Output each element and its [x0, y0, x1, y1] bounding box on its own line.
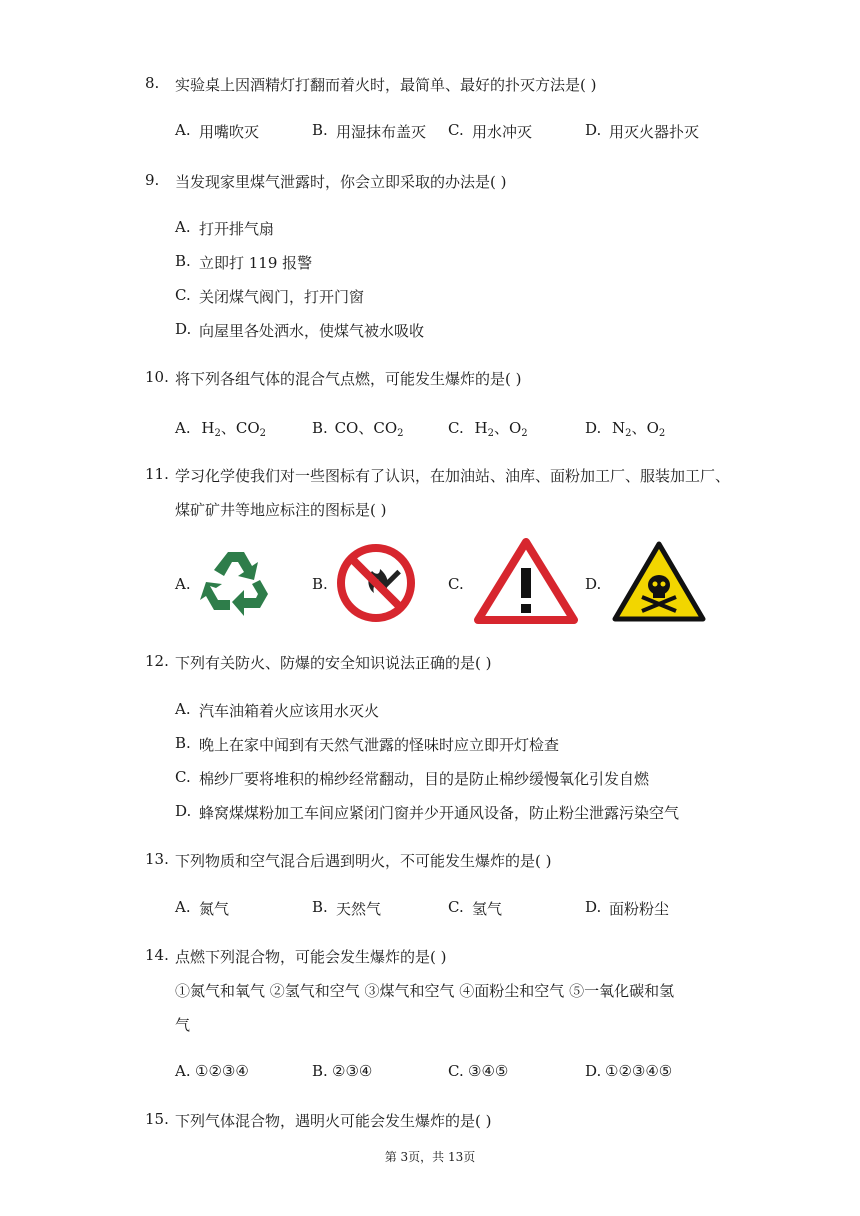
option-a-text: 汽车油箱着火应该用水灭火 [199, 702, 380, 720]
option-d-letter: D. [585, 121, 602, 139]
option-a-text: 用嘴吹灭 [199, 123, 260, 141]
option-a-text: 氮气 [199, 900, 230, 918]
option-a-letter: A. [175, 575, 191, 593]
question-stem-line2: ①氮气和氧气 ②氢气和空气 ③煤气和空气 ④面粉尘和空气 ⑤一氧化碳和氢 [175, 982, 675, 1000]
option-d-letter: D. [175, 320, 192, 338]
option-a-letter: A. [175, 1062, 191, 1080]
recycle-icon [198, 546, 274, 618]
question-stem: 实验桌上因酒精灯打翻而着火时，最简单、最好的扑灭方法是( ) [175, 76, 597, 94]
option-b-letter: B. [312, 121, 328, 139]
option-b-letter: B. [312, 1062, 328, 1080]
option-c [448, 417, 528, 439]
option-d-text: 向屋里各处洒水，使煤气被水吸收 [199, 322, 425, 340]
formula: $N_2$、$O_2$ [612, 419, 666, 439]
option-a-text: 打开排气扇 [199, 220, 275, 238]
option-d-text: ①②③④⑤ [605, 1062, 673, 1080]
option-c-text: ③④⑤ [468, 1062, 509, 1080]
question-stem: 点燃下列混合物，可能会发生爆炸的是( ) [175, 948, 447, 966]
question-number: 8. [145, 74, 160, 92]
option-d-letter: D. [585, 575, 602, 593]
option-a-letter: A. [175, 898, 191, 916]
question-stem-line3: 气 [175, 1016, 191, 1034]
toxic-skull-icon [612, 541, 706, 623]
option-letter: A. [175, 419, 191, 437]
question-number: 13. [145, 850, 169, 868]
option-a-letter: A. [175, 121, 191, 139]
question-stem: 下列气体混合物，遇明火可能会发生爆炸的是( ) [175, 1112, 492, 1130]
question-stem: 下列有关防火、防爆的安全知识说法正确的是( ) [175, 654, 492, 672]
question-number: 15. [145, 1110, 169, 1128]
option-d-letter: D. [585, 898, 602, 916]
question-number: 14. [145, 946, 169, 964]
page-footer: 第 3页，共 13页 [384, 1150, 476, 1164]
option-b-letter: B. [175, 252, 191, 270]
option-letter: B. [312, 419, 328, 437]
option-c-text: 棉纱厂要将堆积的棉纱经常翻动，目的是防止棉纱缓慢氧化引发自燃 [199, 770, 650, 788]
formula: $H_2$、$CO_2$ [201, 419, 267, 439]
option-c-letter: C. [448, 1062, 464, 1080]
option-b-text: ②③④ [332, 1062, 373, 1080]
option-c-letter: C. [448, 898, 464, 916]
option-b-text: 天然气 [336, 900, 382, 918]
option-a-letter: A. [175, 218, 191, 236]
option-d-text: 用灭火器扑灭 [609, 123, 700, 141]
option-d-text: 蜂窝煤煤粉加工车间应紧闭门窗并少开通风设备，防止粉尘泄露污染空气 [199, 804, 680, 822]
option-c-text: 氢气 [472, 900, 503, 918]
option-c-letter: C. [448, 575, 464, 593]
option-b-text: 立即打 119 报警 [199, 254, 313, 272]
option-b-text: 晚上在家中闻到有天然气泄露的怪味时应立即开灯检查 [199, 736, 560, 754]
option-a-text: ①②③④ [195, 1062, 249, 1080]
option-d-letter: D. [585, 1062, 602, 1080]
question-number: 12. [145, 652, 169, 670]
option-a [175, 417, 266, 439]
question-number: 11. [145, 465, 169, 483]
option-letter: D. [585, 419, 602, 437]
option-c-text: 用水冲灭 [472, 123, 533, 141]
formula: CO、$CO_2$ [334, 419, 404, 439]
option-letter: C. [448, 419, 464, 437]
option-d-letter: D. [175, 802, 192, 820]
option-d [585, 417, 665, 439]
option-b-letter: B. [312, 575, 328, 593]
no-fire-icon [336, 543, 416, 623]
option-b [312, 417, 404, 439]
question-number: 9. [145, 171, 160, 189]
question-number: 10. [145, 368, 169, 386]
option-d-text: 面粉粉尘 [609, 900, 670, 918]
option-c-letter: C. [175, 286, 191, 304]
option-b-text: 用湿抹布盖灭 [336, 123, 427, 141]
option-c-letter: C. [175, 768, 191, 786]
question-stem: 当发现家里煤气泄露时，你会立即采取的办法是( ) [175, 173, 507, 191]
question-stem-line2: 煤矿矿井等地应标注的图标是( ) [175, 501, 387, 519]
option-c-letter: C. [448, 121, 464, 139]
option-c-text: 关闭煤气阀门，打开门窗 [199, 288, 365, 306]
question-stem-line1: 学习化学使我们对一些图标有了认识，在加油站、油库、面粉加工厂、服装加工厂、 [175, 467, 731, 485]
warning-exclamation-icon [474, 538, 578, 624]
option-a-letter: A. [175, 700, 191, 718]
option-b-letter: B. [175, 734, 191, 752]
question-stem: 下列物质和空气混合后遇到明火，不可能发生爆炸的是( ) [175, 852, 552, 870]
option-b-letter: B. [312, 898, 328, 916]
formula: $H_2$、$O_2$ [474, 419, 528, 439]
question-stem: 将下列各组气体的混合气点燃，可能发生爆炸的是( ) [175, 370, 522, 388]
